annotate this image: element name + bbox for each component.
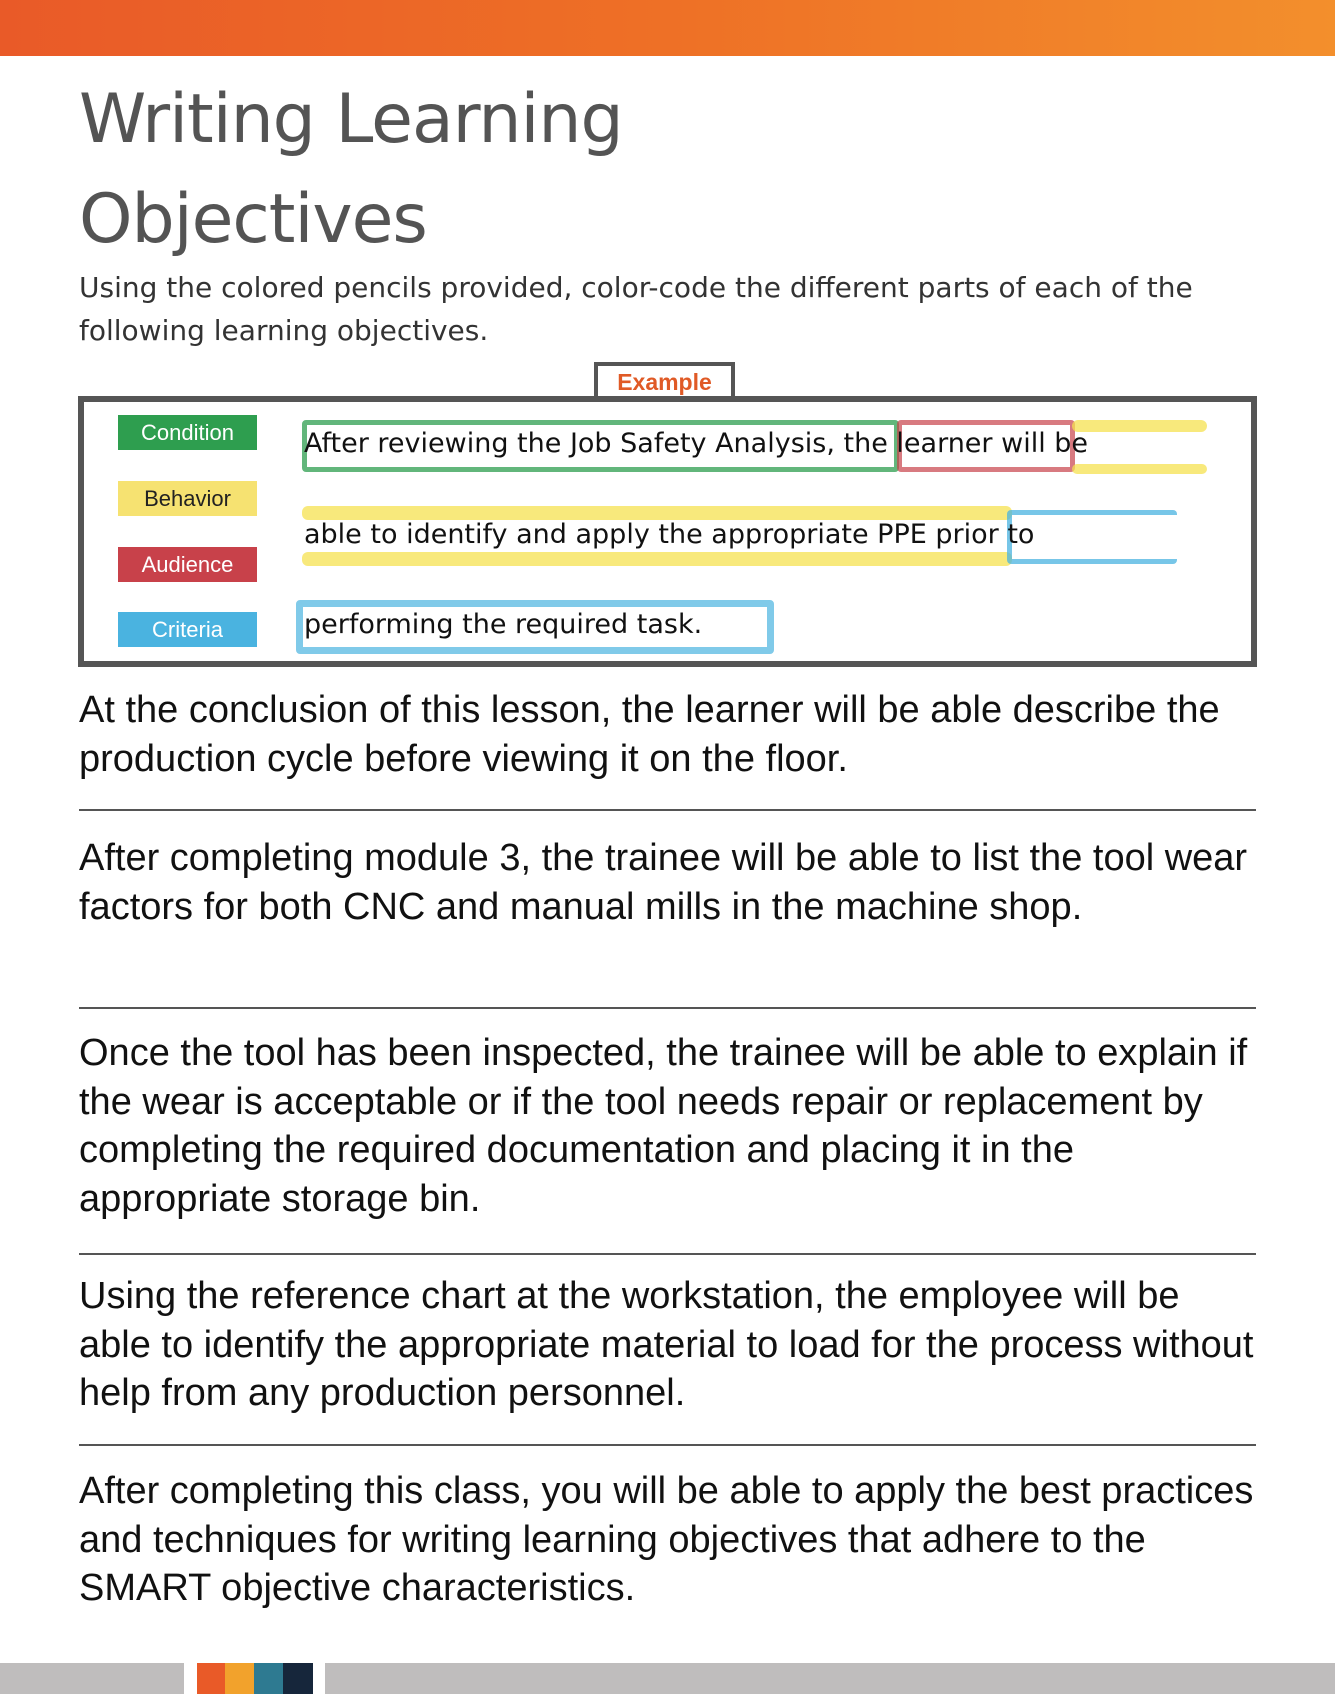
objective-1: At the conclusion of this lesson, the learner will be able describe the production cycle before viewing it on the floor.	[79, 689, 1220, 780]
behavior-text-1: will be	[1001, 428, 1089, 459]
title-line-1: Writing Learning	[79, 80, 623, 159]
page-title	[79, 70, 623, 270]
criteria-text-2: performing the required task.	[304, 609, 703, 640]
divider	[79, 1444, 1256, 1446]
legend-audience: Audience	[118, 547, 257, 582]
footer-swatch-teal	[254, 1663, 283, 1694]
behavior-highlight-2-bottom	[302, 552, 1012, 566]
example-box	[78, 396, 1257, 667]
objective-3: Once the tool has been inspected, the trainee will be able to explain if the wear is acceptable or if the tool needs repair or replacement by completing the required documentation and placing it in the appropriate storage bin.	[79, 1032, 1248, 1220]
behavior-text-2: able to identify and apply the appropriate PPE	[304, 519, 927, 550]
objective-5: After completing this class, you will be able to apply the best practices and techniques for writing learning objectives that adhere to the SMART objective characteristics.	[79, 1470, 1254, 1609]
footer-swatch-yellow	[225, 1663, 254, 1694]
audience-text: the learner	[843, 428, 993, 459]
example-line-1	[304, 428, 1088, 459]
objective-4: Using the reference chart at the workstation, the employee will be able to identify the appropriate material to load for the process without help from any production personnel.	[79, 1275, 1254, 1414]
divider	[79, 1253, 1256, 1255]
behavior-highlight-2-top	[302, 506, 1012, 520]
legend-behavior: Behavior	[118, 481, 257, 516]
footer-swatch-orange	[197, 1663, 225, 1694]
example-line-3	[304, 609, 702, 640]
header-accent-bar	[0, 0, 1335, 56]
example-tab: Example	[594, 362, 735, 396]
legend-condition: Condition	[118, 415, 257, 450]
footer-bar-left	[0, 1663, 184, 1694]
footer-bar-right	[325, 1663, 1335, 1694]
example-line-2	[304, 519, 1034, 550]
instructions: Using the colored pencils provided, color-code the different parts of each of the following learning objectives.	[79, 271, 1193, 347]
condition-text: After reviewing the Job Safety Analysis,	[304, 428, 835, 459]
divider	[79, 809, 1256, 811]
criteria-text-1: prior to	[935, 519, 1035, 550]
divider	[79, 1007, 1256, 1009]
title-line-2: Objectives	[79, 180, 427, 259]
behavior-highlight-bottom	[1072, 464, 1207, 474]
footer-swatch-navy	[283, 1663, 313, 1694]
legend-criteria: Criteria	[118, 612, 257, 647]
behavior-highlight-top	[1072, 420, 1207, 432]
objective-2: After completing module 3, the trainee will be able to list the tool wear factors for both CNC and manual mills in the machine shop.	[79, 837, 1248, 928]
